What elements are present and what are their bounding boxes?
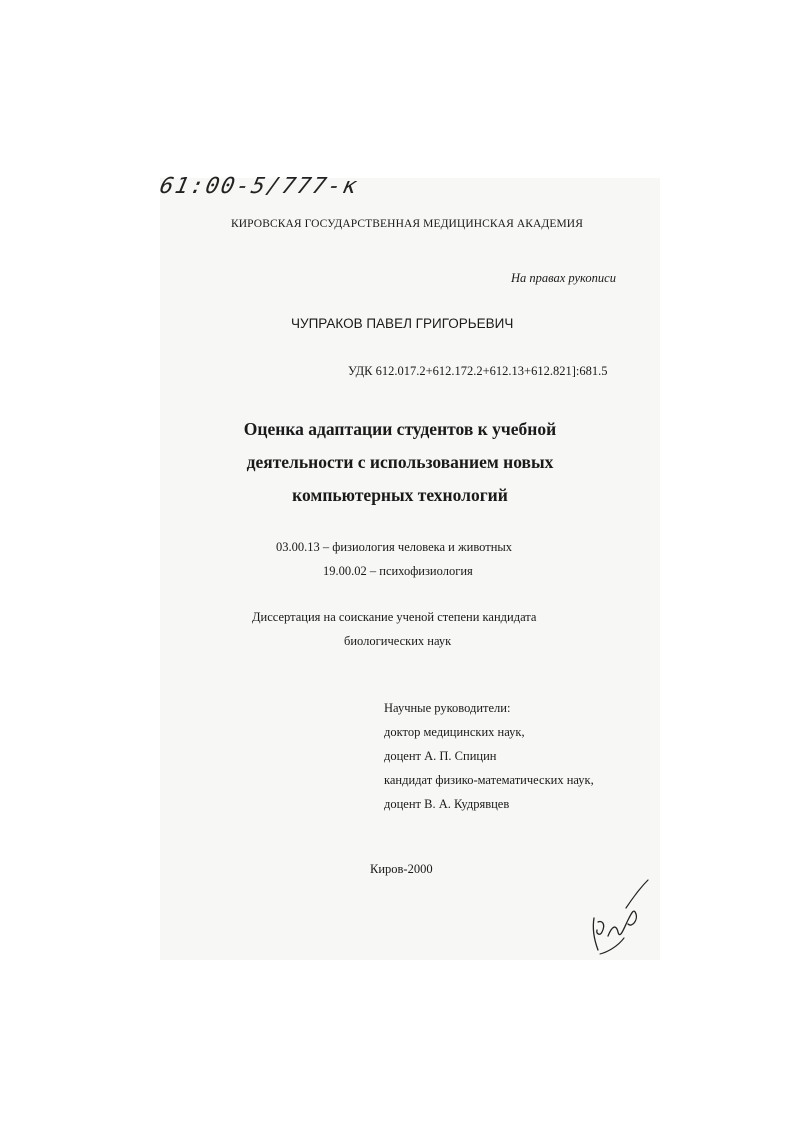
author-name: ЧУПРАКОВ ПАВЕЛ ГРИГОРЬЕВИЧ xyxy=(291,316,514,331)
thesis-title-line-1: Оценка адаптации студентов к учебной xyxy=(243,419,557,439)
supervisor-line: доцент А. П. Спицин xyxy=(384,749,497,763)
supervisor-line: доктор медицинских наук, xyxy=(384,725,525,739)
dissertation-line-1: Диссертация на соискание ученой степени кандидата xyxy=(252,610,537,624)
thesis-title-line-2: деятельности с использованием новых xyxy=(246,452,554,472)
specialty-2: 19.00.02 – психофизиология xyxy=(323,564,473,578)
udk-code: УДК 612.017.2+612.172.2+612.13+612.821]:681.5 xyxy=(348,364,608,378)
supervisor-line: доцент В. А. Кудрявцев xyxy=(384,797,510,811)
handwritten-archive-code: 61:00-5/777-к xyxy=(157,174,361,199)
rights-note: На правах рукописи xyxy=(511,271,616,285)
supervisors-heading: Научные руководители: xyxy=(384,701,511,715)
thesis-title-line-3: компьютерных технологий xyxy=(292,485,508,505)
supervisor-line: кандидат физико-математических наук, xyxy=(384,773,594,787)
dissertation-line-2: биологических наук xyxy=(344,634,452,648)
academy-name: КИРОВСКАЯ ГОСУДАРСТВЕННАЯ МЕДИЦИНСКАЯ АКАДЕМИЯ xyxy=(231,218,583,230)
specialty-1: 03.00.13 – физиология человека и животных xyxy=(276,540,513,554)
place-year: Киров-2000 xyxy=(370,862,433,876)
handwritten-signature xyxy=(588,878,654,960)
